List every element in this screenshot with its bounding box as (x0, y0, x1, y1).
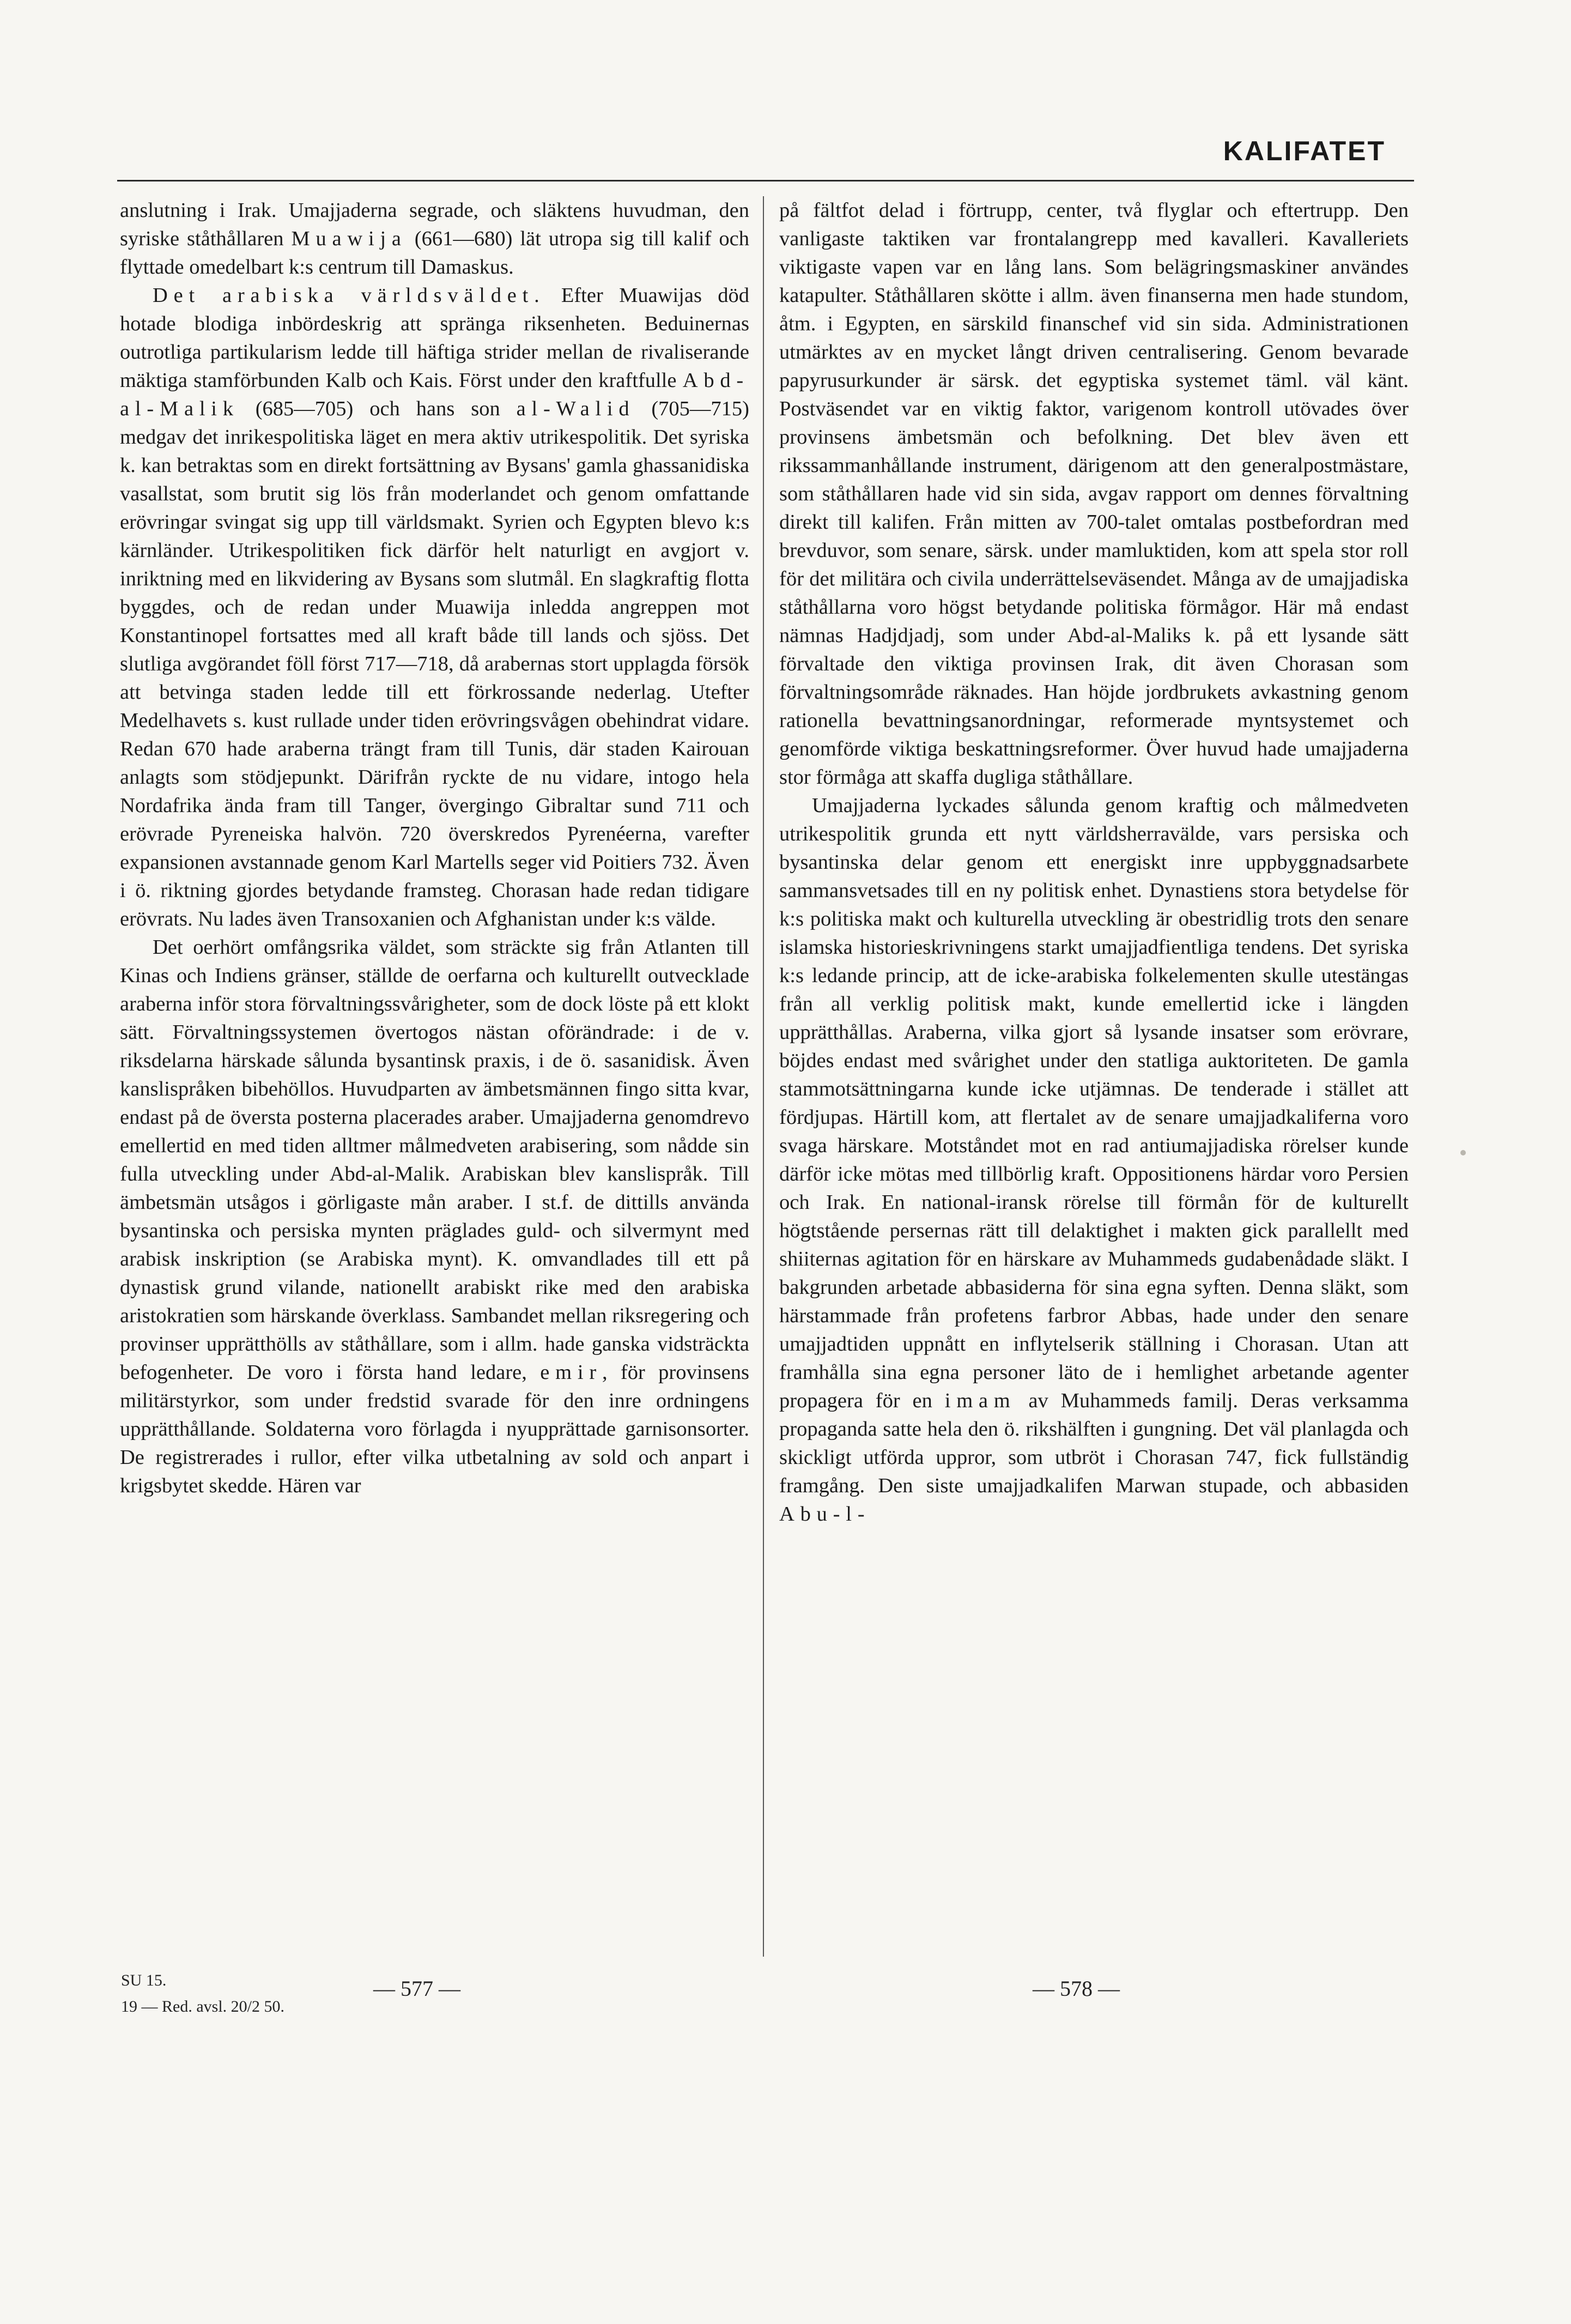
right-column (779, 196, 1409, 1528)
header-rule (117, 180, 1414, 181)
left-p1-text: anslutning i Irak. Umajjaderna segrade, och släktens huvudman, den syriske ståthållaren (120, 199, 749, 250)
paper-speck (1460, 1150, 1466, 1155)
signature-mark: SU 15. (121, 1971, 167, 1989)
left-p1-name: Muawija (291, 227, 407, 250)
left-paragraph-1 (120, 196, 749, 281)
left-p2-text-a: Efter Muawijas död hotade blodiga inbördeskrig att spränga riksenheten. Beduinernas outrotliga partikularism ledde till häftiga strider mellan de rivaliserande mäktiga stamförbunden Kalb och Kais. Först under den kraftfulle (120, 284, 749, 392)
column-divider (763, 196, 764, 1957)
print-note: 19 — Red. avsl. 20/2 50. (121, 1998, 284, 2016)
right-p2-imam: imam (944, 1389, 1016, 1412)
left-p2-text-c: (705—715) medgav det inrikespolitiska läget en mera aktiv utrikespolitik. Det syriska k. kan betraktas som en direkt fortsättning av Bysans' gamla ghassanidiska vasallstat, som brutit sig lös från moderlandet och genom omfattande erövringar svingat sig upp till världsmakt. Syrien och Egypten blevo k:s kärnländer. Utrikespolitiken fick därför helt naturligt en avgjort v. inriktning med en likvidering av Bysans som slutmål. En slagkraftig flotta byggdes, och de redan under Muawija inledda angreppen mot Konstantinopel fortsattes med all kraft både till lands och sjöss. Det slutliga avgörandet föll först 717—718, då arabernas stort upplagda försök att betvinga staden ledde till ett förkrossande nederlag. Utefter Medelhavets s. kust rullade under tiden erövringsvågen obehindrat vidare. Redan 670 hade araberna trängt fram till Tunis, där staden Kairouan anlagts som stödjepunkt. Därifrån ryckte de nu vidare, intogo hela Nordafrika ända fram till Tanger, övergingo Gibraltar sund 711 och erövrade Pyreneiska halvön. 720 överskredos Pyrenéerna, varefter expansionen avstannade genom Karl Martells seger vid Poitiers 732. Även i ö. riktning gjordes betydande framsteg. Chorasan hade redan tidigare erövrats. Nu lades även Transoxanien och Afghanistan under k:s välde. (120, 397, 750, 930)
section-heading: Det arabiska världsväldet. (153, 284, 545, 307)
left-paragraph-3 (120, 933, 749, 1500)
right-paragraph-1 (779, 196, 1409, 791)
page-number-left: — 577 — (373, 1976, 460, 2001)
right-p2-text-b: av Muhammeds familj. Deras verksamma propaganda satte hela den ö. rikshälften i gungning. Det väl planlagda och skickligt utförda uppror, som utbröt i Chorasan 747, fick fullständig framgång. Den siste umajjadkalifen Marwan stupade, och abbasiden (779, 1389, 1409, 1497)
right-p2-text-a: Umajjaderna lyckades sålunda genom kraftig och målmedveten utrikespolitik grunda ett nytt världsherravälde, vars persiska och bysantinska delar genom ett energiskt inre uppbyggnadsarbete sammansvetsades till en ny politisk enhet. Dynastiens stora betydelse för k:s politiska makt och kulturella utveckling är obestridlig trots den senare islamska historieskrivningens starkt umajjadfientliga tendens. Det syriska k:s ledande princip, att de icke-arabiska folkelementen skulle utestängas från all verklig politisk makt, kunde emellertid icke i längden upprätthållas. Araberna, vilka gjort så lysande insatser som erövrare, böjdes endast med svårighet under den statliga auktoriteten. De gamla stammotsättningarna kunde icke utjämnas. De tenderade i stället att fördjupas. Härtill kom, att flertalet av de senare umajjadkaliferna voro svaga härskare. Motståndet mot en rad antiumajjadiska rörelser kunde därför icke mötas med tillbörlig kraft. Oppositionens härdar voro Persien och Irak. En national-iransk rörelse till förmån för de kulturellt högtstående persernas rätt till delaktighet i makten gick parallellt med shiiternas agitation för en härskare av Muhammeds gudabenådade släkt. I bakgrunden arbetade abbasiderna för sina egna syften. Denna släkt, som härstammade från profetens farbror Abbas, hade under den senare umajjadtiden uppnått en inflytelserik ställning i Chorasan. Utan att framhålla sina egna personer läto de i hemlighet arbetande agenter propagera för en (779, 794, 1409, 1412)
running-title: KALIFATET (1223, 136, 1386, 166)
left-p3-text-b: , för provinsens militärstyrkor, som under fredstid svarade för den inre ordningens upprätthållande. Soldaterna voro förlagda i nyupprättade garnisonsorter. De registrerades i rullor, efter vilka utbetalning av sold och anpart i krigsbytet skedde. Hären var (120, 1361, 749, 1497)
left-p3-emir: emir (540, 1361, 602, 1384)
right-paragraph-2 (779, 791, 1409, 1528)
left-p2-text-b: (685—705) och hans son (255, 397, 500, 420)
page-number-right: — 578 — (1033, 1976, 1120, 2001)
left-paragraph-2 (120, 281, 749, 933)
right-p1-text: på fältfot delad i förtrupp, center, två flyglar och eftertrupp. Den vanligaste taktiken var frontalangrepp med kavalleri. Kavalleriets viktigaste vapen var en lång lans. Som belägringsmaskiner användes katapulter. Ståthållaren skötte i allm. även finanserna men hade stundom, åtm. i Egypten, en särskild finanschef vid sin sida. Administrationen utmärktes av en mycket långt driven centralisering. Genom bevarade papyrusurkunder är särsk. det egyptiska systemet täml. väl känt. Postväsendet var en viktig faktor, varigenom kontroll utövades över provinsens ämbetsmän och befolkning. Det blev även ett rikssammanhållande instrument, därigenom att den generalpostmästare, som ståthållaren hade vid sin sida, avgav rapport om dennes förvaltning direkt till kalifen. Från mitten av 700-talet omtalas postbefordran med brevduvor, som senare, särsk. under mamluktiden, kom att spela stor roll för det militära och civila underrättelseväsendet. Många av de umajjadiska ståthållarna voro högst betydande politiska förmågor. Här må endast nämnas Hadjdjadj, som under Abd-al-Maliks k. på ett lysande sätt förvaltade den viktiga provinsen Irak, dit även Chorasan som förvaltningsområde räknades. Han höjde jordbrukets avkastning genom rationella bevattningsanordningar, reformerade myntsystemet och genomförde viktiga beskattningsreformer. Över huvud hade umajjaderna stor förmåga att skaffa dugliga ståthållare. (779, 199, 1409, 789)
left-p2-name-1: Abd-al-Malik (120, 369, 749, 420)
left-p3-text-a: Det oerhört omfångsrika väldet, som sträckte sig från Atlanten till Kinas och Indiens gränser, ställde de oerfarna och kulturellt outvecklade araberna inför stora förvaltningssvårigheter, som de dock löste på ett klokt sätt. Förvaltningssystemen övertogos nästan oförändrade: i de v. riksdelarna härskade sålunda bysantinsk praxis, i de ö. sasanidisk. Även kanslispråken bibehöllos. Huvudparten av ämbetsmännen fingo sitta kvar, endast på de översta posterna placerades araber. Umajjaderna genomdrevo emellertid en med tiden alltmer målmedveten arabisering, som nådde sin fulla utveckling under Abd-al-Malik. Arabiskan blev kanslispråk. Till ämbetsmän utsågos i görligaste mån araber. I st.f. de dittills använda bysantinska och persiska mynten präglades guld- och silvermynt med arabisk inskription (se Arabiska mynt). K. omvandlades till ett på dynastisk grund vilande, nationellt arabiskt rike med den arabiska aristokratien som härskande överklass. Sambandet mellan riksregering och provinser upprätthölls av ståthållare, som i allm. hade ganska vidsträckta befogenheter. De voro i första hand ledare, (120, 936, 749, 1384)
left-column (120, 196, 749, 1500)
left-p2-name-2: al-Walid (516, 397, 635, 420)
left-p1-end: (661—680) lät utropa sig till kalif och flyttade omedelbart k:s centrum till Damaskus. (120, 227, 750, 279)
right-p2-name: Abu-l- (779, 1503, 871, 1526)
